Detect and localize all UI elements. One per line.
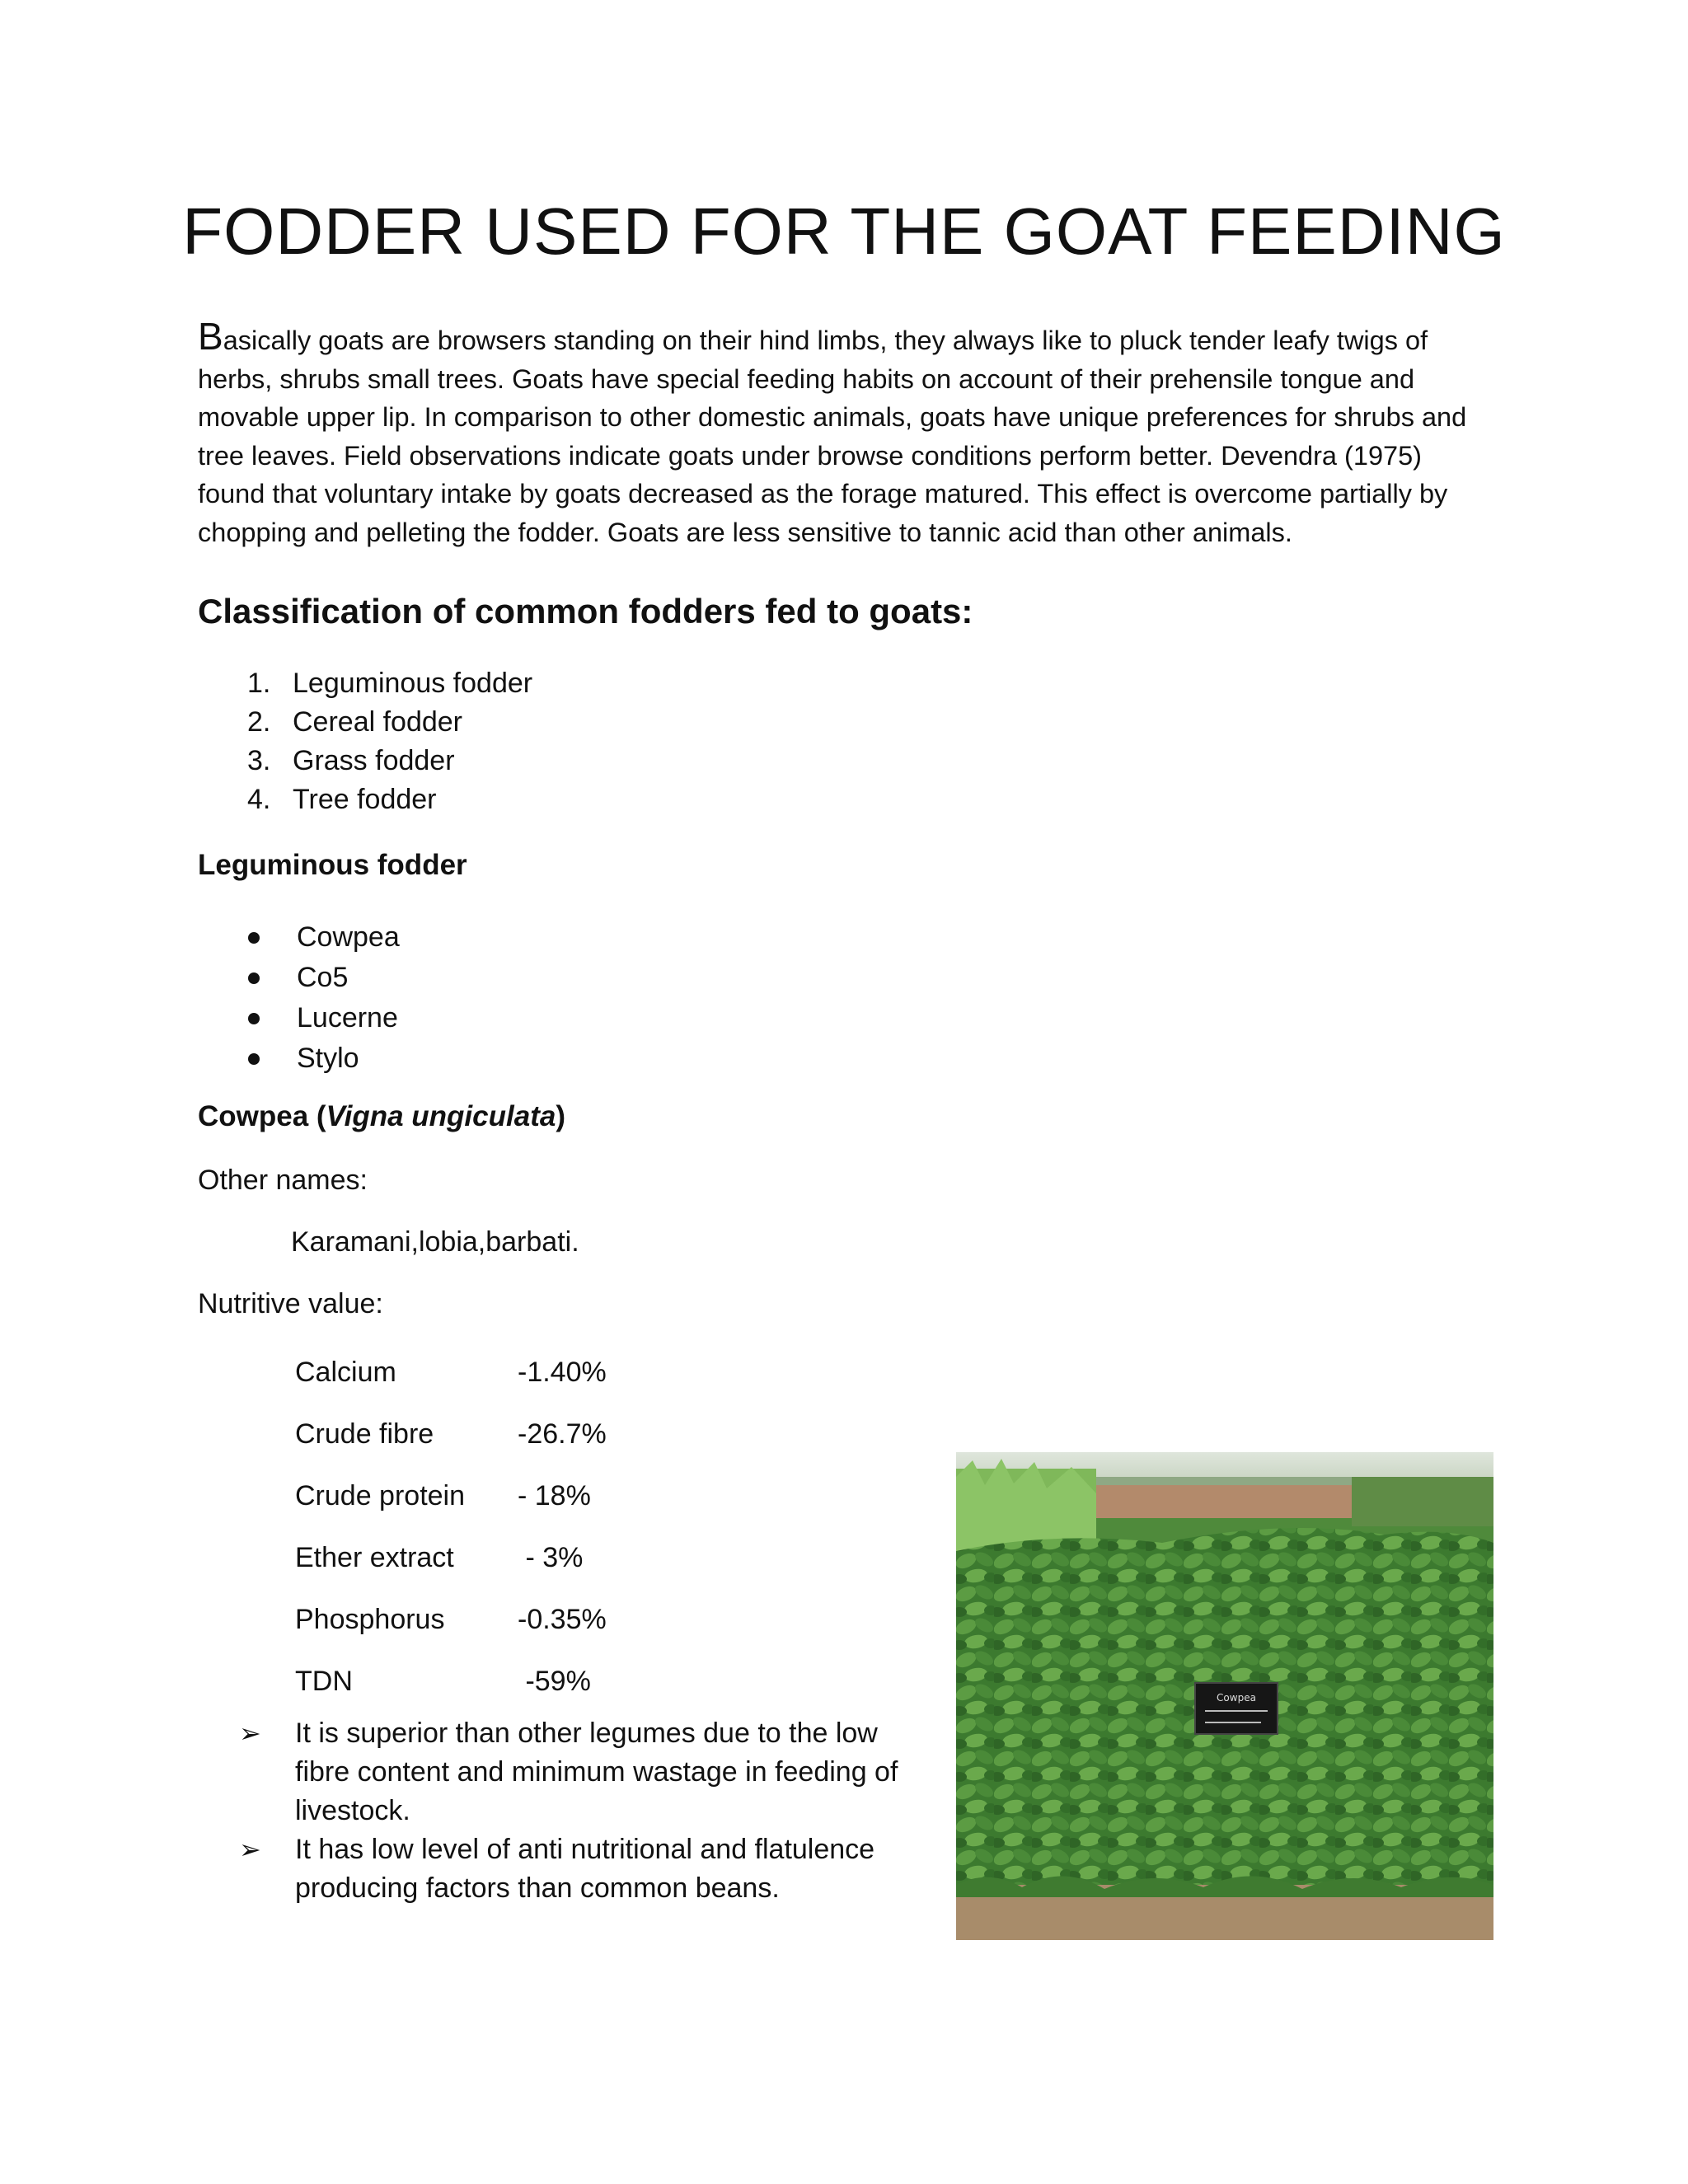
classification-list <box>198 664 532 819</box>
list-label: Tree fodder <box>293 784 437 815</box>
drop-cap: B <box>198 315 223 358</box>
bullet-icon <box>248 932 260 944</box>
list-item <box>198 742 532 780</box>
field-sign <box>1195 1683 1278 1734</box>
list-number: 1. <box>247 668 271 699</box>
nutrient-table <box>295 1352 607 1722</box>
list-item: ➢ It is superior than other legumes due to the low fibre content and minimum wastage in feeding of livestock. <box>239 1714 923 1830</box>
field-sign-text: Cowpea <box>1217 1692 1256 1704</box>
bullet-icon <box>248 1013 260 1024</box>
list-item: Stylo <box>198 1038 400 1079</box>
list-label: Grass fodder <box>293 745 455 776</box>
bullet-icon <box>248 1053 260 1065</box>
list-item: ➢ It has low level of anti nutritional and flatulence producing factors than common beans. <box>239 1830 923 1908</box>
arrow-bullet-icon: ➢ <box>239 1718 261 1748</box>
list-number: 2. <box>247 706 271 738</box>
list-item: Cowpea <box>198 917 400 958</box>
leguminous-list <box>198 917 400 1079</box>
arrow-bullet-icon: ➢ <box>239 1835 261 1864</box>
cowpea-field-photo <box>956 1452 1493 1940</box>
list-item <box>198 780 532 819</box>
intro-paragraph <box>198 317 1484 551</box>
list-item: Lucerne <box>198 998 400 1038</box>
list-item <box>198 664 532 703</box>
list-item: Co5 <box>198 958 400 998</box>
nutrient-row: Crude fibre -26.7% <box>295 1418 607 1450</box>
cowpea-heading: Cowpea (Vigna ungiculata) <box>198 1100 565 1132</box>
cowpea-field-image <box>956 1452 1493 1940</box>
nutritive-label: Nutritive value: <box>198 1288 383 1319</box>
classification-heading: Classification of common fodders fed to goats: <box>198 592 973 630</box>
scientific-name: Vigna ungiculata <box>326 1100 556 1132</box>
other-names-label: Other names: <box>198 1165 368 1196</box>
nutrient-row: TDN -59% <box>295 1666 591 1697</box>
nutrient-row: Phosphorus -0.35% <box>295 1604 607 1635</box>
nutrient-row: Crude protein - 18% <box>295 1480 591 1511</box>
list-item <box>198 703 532 742</box>
page-title: FODDER USED FOR THE GOAT FEEDING <box>182 194 1506 268</box>
bullet-icon <box>248 972 260 984</box>
nutrient-row: Ether extract - 3% <box>295 1542 584 1573</box>
list-number: 3. <box>247 745 271 776</box>
leguminous-heading: Leguminous fodder <box>198 849 467 881</box>
list-label: Leguminous fodder <box>293 668 533 699</box>
cowpea-notes <box>239 1714 923 1908</box>
list-number: 4. <box>247 784 271 815</box>
intro-text: asically goats are browsers standing on their hind limbs, they always like to pluck tender leafy twigs of herbs, shrubs small trees. Goats have special feeding habits on account of their prehensile tongue and movable upper lip. In comparison to other domestic animals, goats have unique preferences for shrubs and tree leaves. Field observations indicate goats under browse conditions perform better. Devendra (1975) found that voluntary intake by goats decreased as the forage matured. This effect is overcome partially by chopping and pelleting the fodder. Goats are less sensitive to tannic acid than other animals. <box>198 326 1467 547</box>
nutrient-row: Calcium -1.40% <box>295 1357 607 1388</box>
other-names-value: Karamani,lobia,barbati. <box>291 1226 579 1258</box>
list-label: Cereal fodder <box>293 706 463 738</box>
